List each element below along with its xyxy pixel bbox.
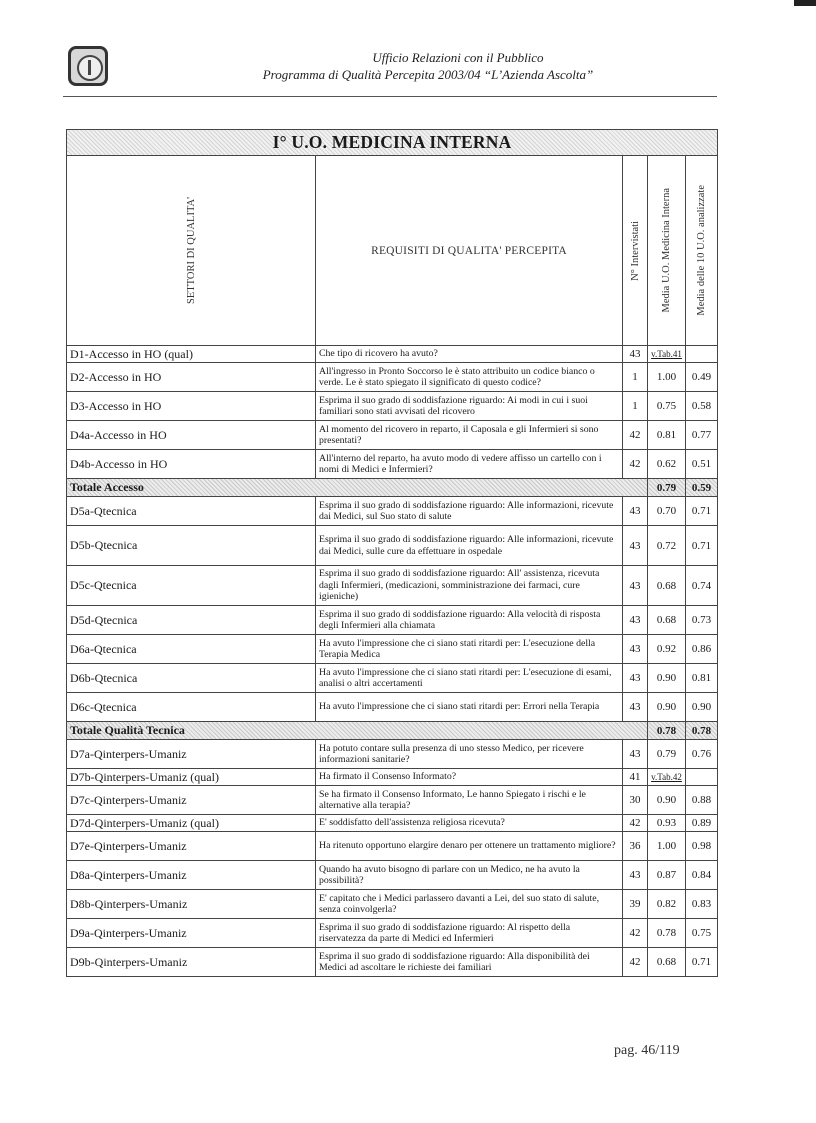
- row-interviewed: 1: [623, 392, 648, 421]
- table-row: [67, 635, 718, 664]
- row-requirement: Esprima il suo grado di soddisfazione riguardo: Alle informazioni, ricevute dai Medici, sul Suo stato di salute: [316, 497, 623, 526]
- table-row: [67, 832, 718, 861]
- row-mean-10: [686, 346, 718, 363]
- row-requirement: Al momento del ricovero in reparto, il Caposala e gli Infermieri si sono presentati?: [316, 421, 623, 450]
- row-mean-unit: 0.68: [648, 948, 686, 977]
- table-title: I° U.O. MEDICINA INTERNA: [67, 130, 718, 156]
- row-sector: D4a-Accesso in HO: [67, 421, 316, 450]
- row-sector: D5b-Qtecnica: [67, 526, 316, 566]
- row-mean-unit: 0.62: [648, 450, 686, 479]
- row-sector: D4b-Accesso in HO: [67, 450, 316, 479]
- row-interviewed: 43: [623, 526, 648, 566]
- row-mean-unit: 0.90: [648, 786, 686, 815]
- row-interviewed: 43: [623, 861, 648, 890]
- row-interviewed: 30: [623, 786, 648, 815]
- row-sector: D7e-Qinterpers-Umaniz: [67, 832, 316, 861]
- row-sector: D6c-Qtecnica: [67, 693, 316, 722]
- header-requirement: REQUISITI DI QUALITA' PERCEPITA: [316, 156, 623, 346]
- row-interviewed: 41: [623, 769, 648, 786]
- table-row: [67, 693, 718, 722]
- row-sector: D5d-Qtecnica: [67, 606, 316, 635]
- row-requirement: Esprima il suo grado di soddisfazione riguardo: Al rispetto della riservatezza da parte di Medici ed Infermieri: [316, 919, 623, 948]
- row-requirement: Esprima il suo grado di soddisfazione riguardo: Alla disponibilità dei Medici ad ascoltare le richieste dei familiari: [316, 948, 623, 977]
- row-requirement: Quando ha avuto bisogno di parlare con un Medico, ne ha avuto la possibilità?: [316, 861, 623, 890]
- row-mean-10: 0.83: [686, 890, 718, 919]
- row-interviewed: 43: [623, 566, 648, 606]
- header-sector: [67, 156, 316, 346]
- table-row: [67, 664, 718, 693]
- header-divider: [63, 96, 717, 97]
- row-sector: D7c-Qinterpers-Umaniz: [67, 786, 316, 815]
- row-mean-unit: v.Tab.41: [648, 346, 686, 363]
- row-requirement: Ha firmato il Consenso Informato?: [316, 769, 623, 786]
- table-row: [67, 346, 718, 363]
- row-interviewed: 43: [623, 346, 648, 363]
- row-requirement: Esprima il suo grado di soddisfazione riguardo: Alla velocità di risposta degli Infermieri alla chiamata: [316, 606, 623, 635]
- row-requirement: Ha avuto l'impressione che ci siano stati ritardi per: L'esecuzione di esami, analisi o altri accertamenti: [316, 664, 623, 693]
- row-mean-10: 0.58: [686, 392, 718, 421]
- row-interviewed: 43: [623, 740, 648, 769]
- table-row: [67, 769, 718, 786]
- table-title-row: [67, 130, 718, 156]
- row-mean-10: 0.77: [686, 421, 718, 450]
- row-mean-10: 0.81: [686, 664, 718, 693]
- row-sector: D6b-Qtecnica: [67, 664, 316, 693]
- row-mean-10: 0.71: [686, 497, 718, 526]
- table-row: [67, 815, 718, 832]
- row-mean-unit: 0.90: [648, 664, 686, 693]
- row-interviewed: 42: [623, 919, 648, 948]
- row-mean-unit: 0.93: [648, 815, 686, 832]
- row-mean-10: 0.88: [686, 786, 718, 815]
- row-requirement: Ha potuto contare sulla presenza di uno stesso Medico, per ricevere informazioni sanitarie?: [316, 740, 623, 769]
- table-row: [67, 392, 718, 421]
- table-row: [67, 526, 718, 566]
- row-sector: D1-Accesso in HO (qual): [67, 346, 316, 363]
- row-mean-unit: 0.92: [648, 635, 686, 664]
- row-mean-unit: 0.87: [648, 861, 686, 890]
- row-mean-unit: 0.68: [648, 566, 686, 606]
- table-row: [67, 786, 718, 815]
- table-row: [67, 363, 718, 392]
- row-mean-unit: 1.00: [648, 832, 686, 861]
- quality-table: [66, 129, 718, 977]
- row-requirement: Ha ritenuto opportuno elargire denaro per ottenere un trattamento migliore?: [316, 832, 623, 861]
- row-sector: D9b-Qinterpers-Umaniz: [67, 948, 316, 977]
- row-mean-10: 0.90: [686, 693, 718, 722]
- header-office: Ufficio Relazioni con il Pubblico: [372, 50, 544, 65]
- row-interviewed: 43: [623, 693, 648, 722]
- row-interviewed: 42: [623, 421, 648, 450]
- table-row: [67, 948, 718, 977]
- row-interviewed: 43: [623, 664, 648, 693]
- table-row: [67, 890, 718, 919]
- row-mean-10: 0.73: [686, 606, 718, 635]
- row-sector: D5a-Qtecnica: [67, 497, 316, 526]
- row-sector: D7d-Qinterpers-Umaniz (qual): [67, 815, 316, 832]
- row-mean-unit: 0.79: [648, 740, 686, 769]
- row-mean-10: 0.71: [686, 948, 718, 977]
- row-mean-10: [686, 769, 718, 786]
- row-mean-10: 0.75: [686, 919, 718, 948]
- row-mean-10: 0.51: [686, 450, 718, 479]
- table-row: [67, 861, 718, 890]
- row-mean-unit: 0.68: [648, 606, 686, 635]
- table-row: [67, 566, 718, 606]
- row-requirement: All'ingresso in Pronto Soccorso le è stato attribuito un codice bianco o verde. Le è stato spiegato il significato di questo codice?: [316, 363, 623, 392]
- table-row: [67, 450, 718, 479]
- row-requirement: Esprima il suo grado di soddisfazione riguardo: Alle informazioni, ricevute dai Medici, sulle cure da effettuare in ospedale: [316, 526, 623, 566]
- row-mean-10: 0.89: [686, 815, 718, 832]
- row-sector: D8b-Qinterpers-Umaniz: [67, 890, 316, 919]
- row-interviewed: 42: [623, 450, 648, 479]
- row-mean-unit: v.Tab.42: [648, 769, 686, 786]
- header-sector-label: SETTORI DI QUALITA': [185, 196, 197, 304]
- table-row: [67, 740, 718, 769]
- row-mean-unit: 0.78: [648, 919, 686, 948]
- row-sector: D9a-Qinterpers-Umaniz: [67, 919, 316, 948]
- total-avg: 0.78: [686, 722, 718, 740]
- row-mean-unit: 0.70: [648, 497, 686, 526]
- row-sector: D7b-Qinterpers-Umaniz (qual): [67, 769, 316, 786]
- row-interviewed: 43: [623, 497, 648, 526]
- header-mean-10: [686, 156, 718, 346]
- row-sector: D5c-Qtecnica: [67, 566, 316, 606]
- row-requirement: Ha avuto l'impressione che ci siano stati ritardi per: Errori nella Terapia: [316, 693, 623, 722]
- row-mean-10: 0.98: [686, 832, 718, 861]
- total-label: Totale Accesso: [67, 479, 648, 497]
- scan-edge-mark: [794, 0, 816, 6]
- total-label: Totale Qualità Tecnica: [67, 722, 648, 740]
- row-mean-10: 0.76: [686, 740, 718, 769]
- row-sector: D8a-Qinterpers-Umaniz: [67, 861, 316, 890]
- total-mean: 0.79: [648, 479, 686, 497]
- row-mean-unit: 0.90: [648, 693, 686, 722]
- row-sector: D3-Accesso in HO: [67, 392, 316, 421]
- row-mean-10: 0.84: [686, 861, 718, 890]
- table-row: [67, 497, 718, 526]
- header-mean-unit: [648, 156, 686, 346]
- page-number: pag. 46/119: [614, 1043, 680, 1058]
- header-program: Programma di Qualità Percepita 2003/04 “L’Azienda Ascolta”: [262, 67, 594, 82]
- row-interviewed: 39: [623, 890, 648, 919]
- row-interviewed: 43: [623, 635, 648, 664]
- row-interviewed: 1: [623, 363, 648, 392]
- header-mean-10-label: Media delle 10 U.O. analizzate: [696, 185, 708, 316]
- row-mean-10: 0.49: [686, 363, 718, 392]
- row-requirement: Esprima il suo grado di soddisfazione riguardo: Ai modi in cui i suoi familiari sono stati avvisati del ricovero: [316, 392, 623, 421]
- row-requirement: Se ha firmato il Consenso Informato, Le hanno Spiegato i rischi e le alternative alla terapia?: [316, 786, 623, 815]
- row-mean-unit: 0.72: [648, 526, 686, 566]
- total-row: [67, 479, 718, 497]
- row-requirement: E' soddisfatto dell'assistenza religiosa ricevuta?: [316, 815, 623, 832]
- row-interviewed: 43: [623, 606, 648, 635]
- total-row: [67, 722, 718, 740]
- table-row: [67, 421, 718, 450]
- row-requirement: All'interno del reparto, ha avuto modo di vedere affisso un cartello con i nomi di Medici e Infermieri?: [316, 450, 623, 479]
- row-requirement: Ha avuto l'impressione che ci siano stati ritardi per: L'esecuzione della Terapia Medica: [316, 635, 623, 664]
- row-mean-unit: 0.81: [648, 421, 686, 450]
- table-header-row: [67, 156, 718, 346]
- row-requirement: Esprima il suo grado di soddisfazione riguardo: All' assistenza, ricevuta dagli Infermieri, (medicazioni, somministrazione dei farmaci, cure igieniche): [316, 566, 623, 606]
- row-interviewed: 42: [623, 815, 648, 832]
- row-mean-10: 0.86: [686, 635, 718, 664]
- row-requirement: Che tipo di ricovero ha avuto?: [316, 346, 623, 363]
- row-mean-10: 0.71: [686, 526, 718, 566]
- row-requirement: E' capitato che i Medici parlassero davanti a Lei, del suo stato di salute, senza coinvolgerla?: [316, 890, 623, 919]
- header-interviewed: [623, 156, 648, 346]
- row-sector: D2-Accesso in HO: [67, 363, 316, 392]
- row-mean-unit: 1.00: [648, 363, 686, 392]
- table-row: [67, 606, 718, 635]
- header-mean-unit-label: Media U.O. Medicina Interna: [661, 188, 672, 313]
- row-mean-unit: 0.75: [648, 392, 686, 421]
- table-row: [67, 919, 718, 948]
- row-mean-10: 0.74: [686, 566, 718, 606]
- row-sector: D7a-Qinterpers-Umaniz: [67, 740, 316, 769]
- total-mean: 0.78: [648, 722, 686, 740]
- row-mean-unit: 0.82: [648, 890, 686, 919]
- row-interviewed: 42: [623, 948, 648, 977]
- total-avg: 0.59: [686, 479, 718, 497]
- row-sector: D6a-Qtecnica: [67, 635, 316, 664]
- header-interviewed-label: N° Intervistati: [629, 220, 641, 281]
- row-interviewed: 36: [623, 832, 648, 861]
